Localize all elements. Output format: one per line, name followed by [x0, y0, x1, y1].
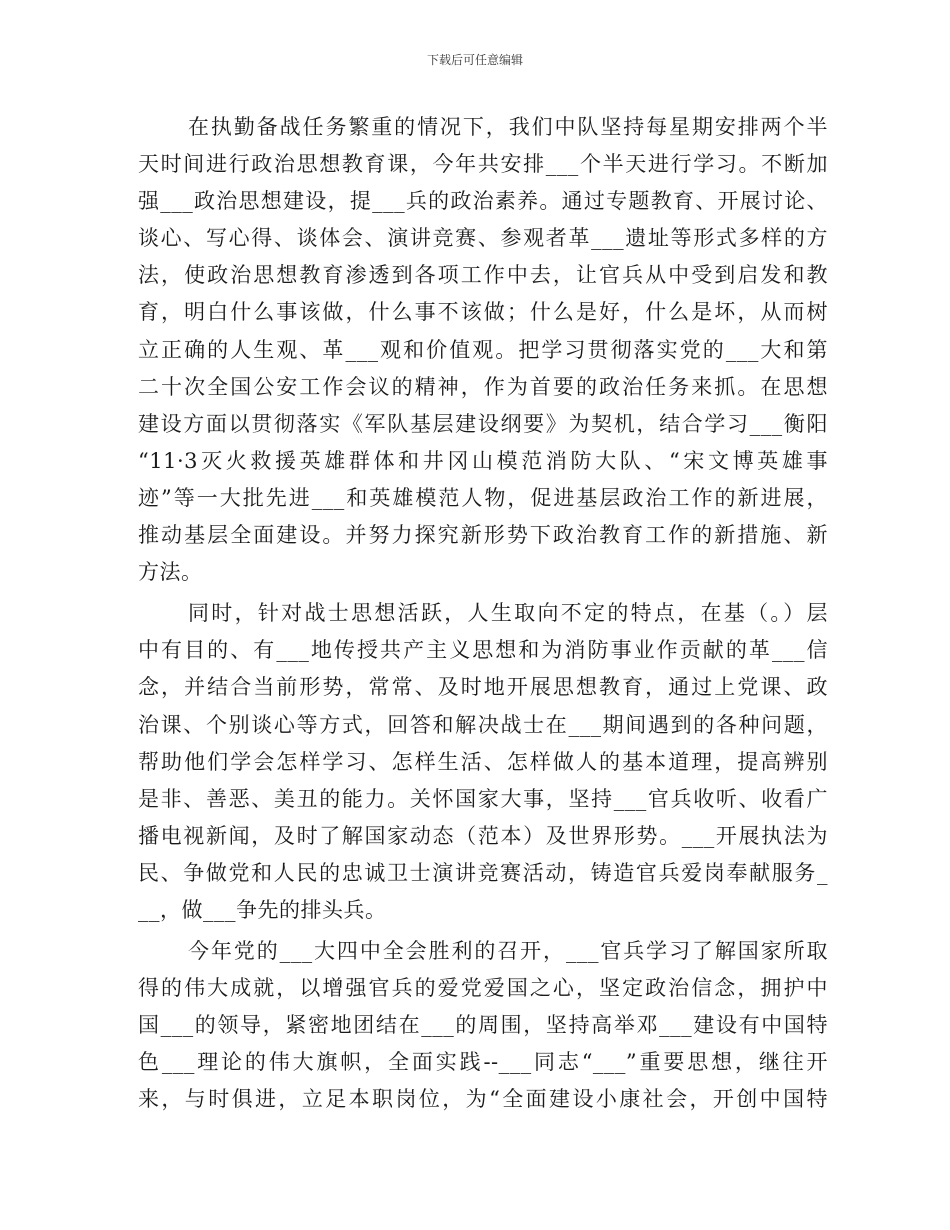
page-header-note: 下载后可任意编辑: [426, 53, 523, 67]
text-line: 帮助他们学会怎样学习、怎样生活、怎样做人的基本道理，提高辨别: [138, 749, 828, 774]
text-line: 建设方面以贯彻落实《军队基层建设纲要》为契机，结合学习___衡阳: [138, 411, 828, 436]
text-line: 天时间进行政治思想教育课，今年共安排___个半天进行学习。不断加: [138, 152, 828, 177]
text-line: 在执勤备战任务繁重的情况下，我们中队坚持每星期安排两个半: [188, 115, 828, 139]
text-line: “11·3灭火救援英雄群体和井冈山模范消防大队、“宋文博英雄事: [138, 448, 828, 473]
text-line: 推动基层全面建设。并努力探究新形势下政治教育工作的新措施、新: [138, 523, 828, 548]
paragraph-3: [138, 933, 828, 1118]
text-line: 民、争做党和人民的忠诚卫士演讲竞赛活动，铸造官兵爱岗奉献服务_: [138, 860, 828, 885]
text-line: 谈心、写心得、谈体会、演讲竞赛、参观者革___遗址等形式多样的方: [138, 226, 828, 251]
text-line: 色___理论的伟大旗帜，全面实践--___同志“___”重要思想，继往开: [138, 1050, 828, 1075]
text-line: 法，使政治思想教育渗透到各项工作中去，让官兵从中受到启发和教: [138, 263, 828, 288]
text-line: 来，与时俱进，立足本职岗位，为“全面建设小康社会，开创中国特: [138, 1087, 828, 1112]
text-line: 方法。: [138, 560, 203, 585]
text-line: 立正确的人生观、革___观和价值观。把学习贯彻落实党的___大和第: [138, 337, 828, 362]
text-line: 国___的领导，紧密地团结在___的周围，坚持高举邓___建设有中国特: [138, 1013, 828, 1038]
text-line: __，做___争先的排头兵。: [138, 897, 387, 922]
text-line: 迹”等一大批先进___和英雄模范人物，促进基层政治工作的新进展，: [138, 485, 828, 510]
paragraph-2: [138, 595, 828, 929]
text-line: 强___政治思想建设，提___兵的政治素养。通过专题教育、开展讨论、: [138, 189, 828, 214]
text-line: 同时，针对战士思想活跃，人生取向不定的特点，在基（。）层: [188, 601, 828, 626]
text-line: 今年党的___大四中全会胜利的召开，___官兵学习了解国家所取: [188, 939, 828, 964]
text-line: 育，明白什么事该做，什么事不该做；什么是好，什么是坏，从而树: [138, 300, 828, 325]
text-line: 得的伟大成就，以增强官兵的爱党爱国之心，坚定政治信念，拥护中: [138, 976, 828, 1001]
text-line: 播电视新闻，及时了解国家动态（范本）及世界形势。___开展执法为: [138, 823, 828, 848]
text-line: 是非、善恶、美丑的能力。关怀国家大事，坚持___官兵收听、收看广: [138, 786, 828, 811]
paragraph-1: [138, 109, 828, 591]
text-line: 二十次全国公安工作会议的精神，作为首要的政治任务来抓。在思想: [138, 374, 828, 399]
document-body: [138, 109, 828, 1123]
text-line: 治课、个别谈心等方式，回答和解决战士在___期间遇到的各种问题，: [138, 712, 828, 737]
text-line: 中有目的、有___地传授共产主义思想和为消防事业作贡献的革___信: [138, 638, 828, 663]
text-line: 念，并结合当前形势，常常、及时地开展思想教育，通过上党课、政: [138, 675, 828, 700]
